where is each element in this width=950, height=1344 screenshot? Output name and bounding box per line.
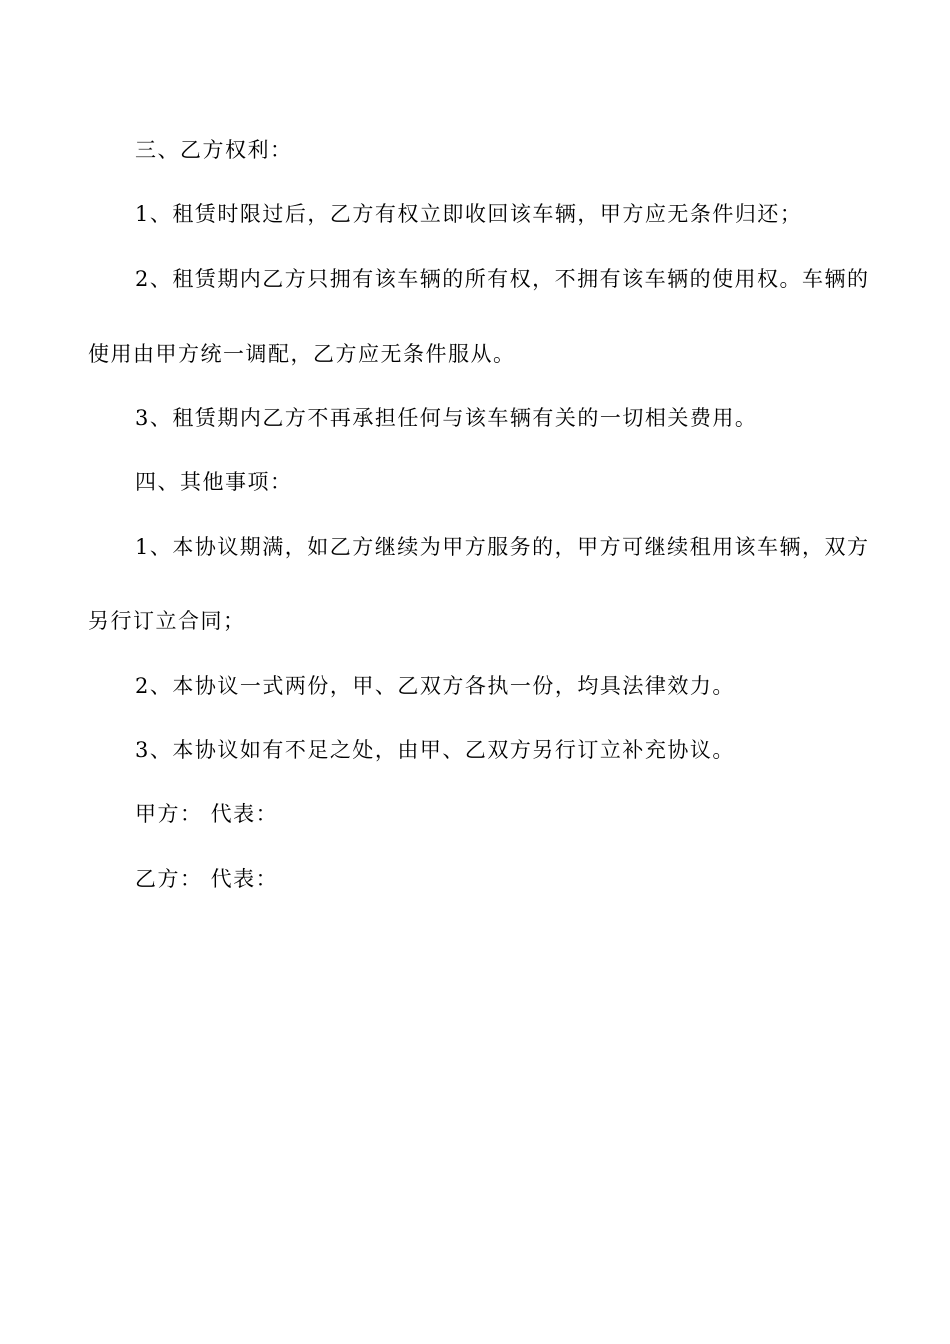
section-3-item-2-line-2: 使用由甲方统一调配，乙方应无条件服从。	[88, 342, 516, 366]
section-3-item-3: 3、租赁期内乙方不再承担任何与该车辆有关的一切相关费用。	[135, 406, 758, 430]
section-4-item-1-line-2: 另行订立合同；	[88, 609, 246, 633]
section-4-item-1-line-1: 1、本协议期满，如乙方继续为甲方服务的，甲方可继续租用该车辆，双方	[135, 535, 868, 559]
section-3-heading: 三、乙方权利：	[135, 138, 293, 162]
section-4-heading: 四、其他事项：	[135, 470, 293, 494]
section-4-item-3: 3、本协议如有不足之处，由甲、乙双方另行订立补充协议。	[135, 738, 735, 762]
section-3-item-1: 1、租赁时限过后，乙方有权立即收回该车辆，甲方应无条件归还；	[135, 202, 803, 226]
section-4-item-2: 2、本协议一式两份，甲、乙双方各执一份，均具法律效力。	[135, 674, 735, 698]
section-3-item-2-line-1: 2、租赁期内乙方只拥有该车辆的所有权，不拥有该车辆的使用权。车辆的	[135, 267, 868, 291]
signature-party-a: 甲方： 代表：	[135, 802, 279, 826]
signature-party-b: 乙方： 代表：	[135, 867, 279, 891]
